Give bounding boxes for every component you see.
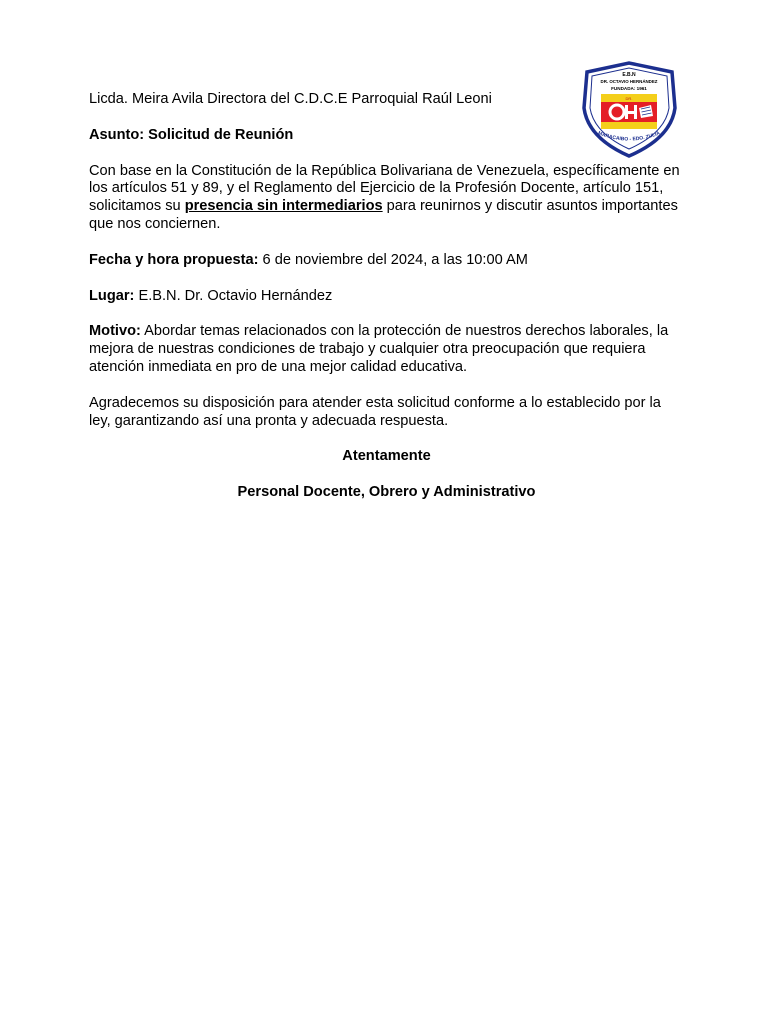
signature-line: Personal Docente, Obrero y Administrativo <box>237 484 536 501</box>
body-paragraph <box>89 163 684 234</box>
reason-value: Abordar temas relacionados con la protección de nuestros derechos laborales, la mejora de nuestras condiciones de trabajo y cualquier otra preocupación que requiera atención inmediata en pro de una mejor calidad educativa. <box>89 323 669 375</box>
recipient-line: Licda. Meira Avila Directora del C.D.C.E Parroquial Raúl Leoni <box>89 91 492 107</box>
letter-body <box>89 91 684 520</box>
body-emphasis: presencia sin intermediarios <box>184 198 383 215</box>
reason-paragraph <box>89 323 684 376</box>
logo-line2: DR. OCTAVIO HERNÁNDEZ <box>600 79 658 84</box>
logo-line3: FUNDADA: 1961 <box>611 86 647 91</box>
closing-paragraph: Agradecemos su disposición para atender esta solicitud conforme a lo establecido por la ley, garantizando así una pronta y adecuada respuesta. <box>89 394 661 429</box>
body-text-part1: Con base en la Constitución de la República Bolivariana de Venezuela, específicamente en los artículos 51 y 89, y el Reglamento del Ejercicio de la Profesión Docente, artículo 151, solicitamos su <box>89 162 680 215</box>
closing-salutation: Atentamente <box>342 448 431 465</box>
logo-bottom-textpath: MARACAIBO - EDO. ZULIA <box>597 130 661 143</box>
logo-line1: E.B.N <box>622 72 636 78</box>
subject-line: Asunto: Solicitud de Reunión <box>89 126 294 143</box>
date-line <box>89 252 684 270</box>
logo-small-tag: DR. <box>625 96 633 101</box>
place-label: Lugar: <box>89 287 135 304</box>
date-label: Fecha y hora propuesta: <box>89 251 259 268</box>
place-value: E.B.N. Dr. Octavio Hernández <box>134 287 333 304</box>
reason-label: Motivo: <box>89 323 141 340</box>
date-value: 6 de noviembre del 2024, a las 10:00 AM <box>258 251 528 268</box>
body-text-part2: para reunirnos y discutir asuntos importantes que nos conciernen. <box>89 198 678 232</box>
place-line <box>89 288 684 306</box>
